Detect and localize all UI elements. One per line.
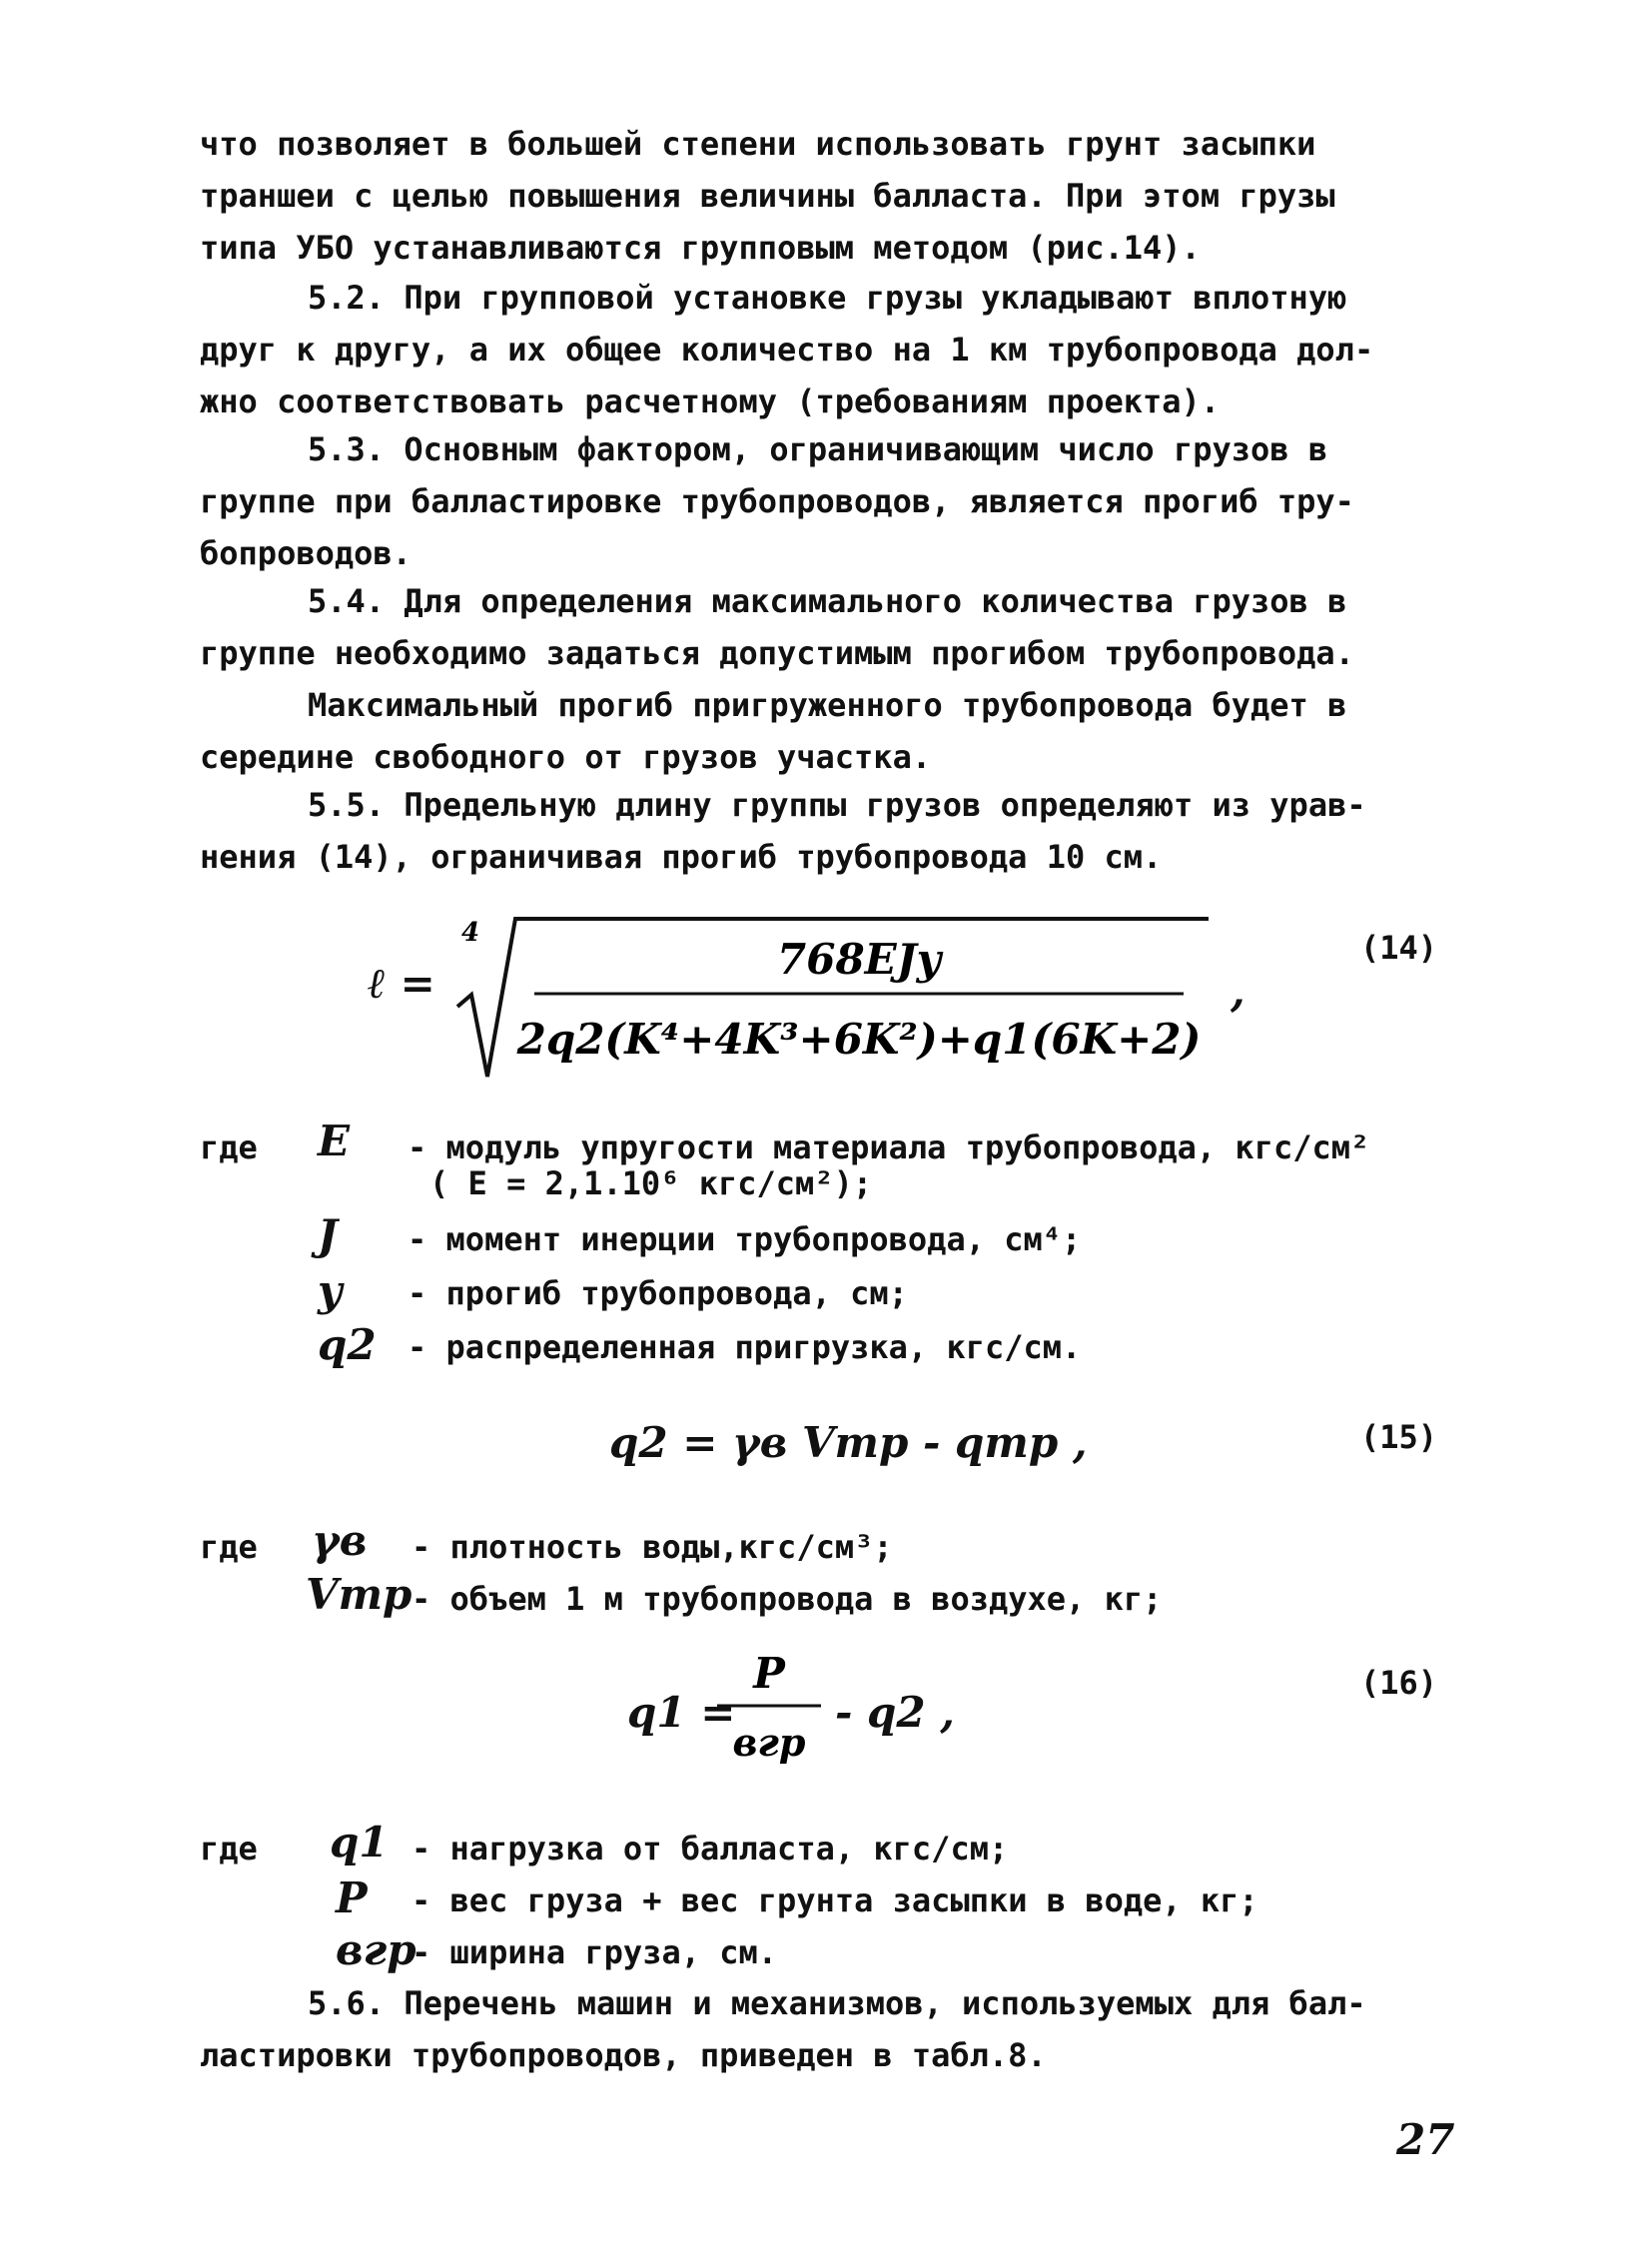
symbol-q2: q2 bbox=[318, 1320, 377, 1369]
eq15-formula: q2 = γв Vтр - qтр , bbox=[609, 1418, 1088, 1467]
symbol-J: J bbox=[318, 1210, 338, 1259]
text-line: бопроводов. bbox=[200, 534, 412, 572]
section-5-4 bbox=[200, 575, 1458, 783]
symbol-E: E bbox=[318, 1117, 351, 1165]
section-5-6 bbox=[200, 1977, 1458, 2081]
symbol-y: y bbox=[318, 1266, 343, 1315]
text-line: 5.4. Для определения максимального количества грузов в bbox=[308, 582, 1347, 620]
eq16-fraction bbox=[709, 1638, 829, 1778]
definition-text: - объем 1 м трубопровода в воздухе, кг; bbox=[412, 1580, 1163, 1618]
text-line: 5.5. Предельную длину группы грузов определяют из урав- bbox=[308, 786, 1366, 824]
definition-text: - модуль упругости материала трубопровода, кгс/см² bbox=[408, 1128, 1370, 1166]
text-line: 5.2. При групповой установке грузы укладывают вплотную bbox=[308, 279, 1347, 317]
where-label: где bbox=[200, 1128, 258, 1166]
eq14-numerator: 768EJy bbox=[777, 935, 941, 984]
eq16-numerator: P bbox=[753, 1649, 785, 1698]
eq14-lhs: ℓ = bbox=[368, 959, 435, 1008]
definition-text: - вес груза + вес грунта засыпки в воде, кг; bbox=[412, 1881, 1258, 1919]
text-line: что позволяет в большей степени использовать грунт засыпки bbox=[200, 125, 1316, 163]
eq16-number: (16) bbox=[1360, 1664, 1438, 1702]
symbol-V: Vтр bbox=[306, 1570, 413, 1619]
text-line: ластировки трубопроводов, приведен в табл.8. bbox=[200, 2036, 1047, 2074]
eq14-number: (14) bbox=[1360, 929, 1438, 967]
eq16-rhs: - q2 , bbox=[835, 1688, 955, 1737]
definition-text: - момент инерции трубопровода, см⁴; bbox=[408, 1220, 1082, 1258]
eq16-denominator: вгр bbox=[732, 1720, 806, 1765]
root-index: 4 bbox=[461, 918, 480, 948]
text-line: 5.6. Перечень машин и механизмов, используемых для бал- bbox=[308, 1984, 1366, 2022]
section-5-3 bbox=[200, 423, 1458, 579]
text-line: Максимальный прогиб пригруженного трубопровода будет в bbox=[308, 686, 1347, 724]
intro-paragraph bbox=[200, 118, 1458, 274]
symbol-q1: q1 bbox=[330, 1818, 389, 1867]
text-line: группе необходимо задаться допустимым прогибом трубопровода. bbox=[200, 634, 1354, 672]
symbol-P: P bbox=[336, 1873, 368, 1922]
section-5-5 bbox=[200, 779, 1458, 883]
text-line: нения (14), ограничивая прогиб трубопровода 10 см. bbox=[200, 838, 1163, 876]
symbol-b: вгр bbox=[336, 1925, 416, 1974]
definition-text: - ширина груза, см. bbox=[412, 1933, 778, 1971]
definition-text: - прогиб трубопровода, см; bbox=[408, 1274, 908, 1312]
section-5-2 bbox=[200, 272, 1458, 427]
text-line: друг к другу, а их общее количество на 1 км трубопровода дол- bbox=[200, 331, 1374, 369]
text-line: жно соответствовать расчетному (требованиям проекта). bbox=[200, 382, 1221, 420]
eq14-denominator: 2q2(K⁴+4K³+6K²)+q1(6K+2) bbox=[516, 1015, 1202, 1064]
eq14-radical bbox=[449, 899, 1229, 1099]
definition-text: ( E = 2,1.10⁶ кгс/см²); bbox=[429, 1164, 873, 1202]
definition-text: - плотность воды,кгс/см³; bbox=[412, 1528, 893, 1566]
eq16-lhs: q1 = bbox=[627, 1688, 736, 1737]
eq14-trail: , bbox=[1231, 967, 1245, 1016]
symbol-gamma: γв bbox=[312, 1516, 368, 1565]
page-number: 27 bbox=[1396, 2115, 1455, 2164]
where-label: где bbox=[200, 1528, 258, 1566]
definition-text: - распределенная пригрузка, кгс/см. bbox=[408, 1328, 1082, 1366]
text-line: середине свободного от грузов участка. bbox=[200, 738, 932, 776]
definition-text: - нагрузка от балласта, кгс/см; bbox=[412, 1830, 1009, 1868]
text-line: 5.3. Основным фактором, ограничивающим число грузов в bbox=[308, 430, 1328, 468]
text-line: типа УБО устанавливаются групповым методом (рис.14). bbox=[200, 229, 1201, 267]
text-line: группе при балластировке трубопроводов, является прогиб тру- bbox=[200, 482, 1354, 520]
text-line: траншеи с целью повышения величины балласта. При этом грузы bbox=[200, 177, 1335, 215]
where-label: где bbox=[200, 1830, 258, 1868]
eq15-number: (15) bbox=[1360, 1418, 1438, 1456]
